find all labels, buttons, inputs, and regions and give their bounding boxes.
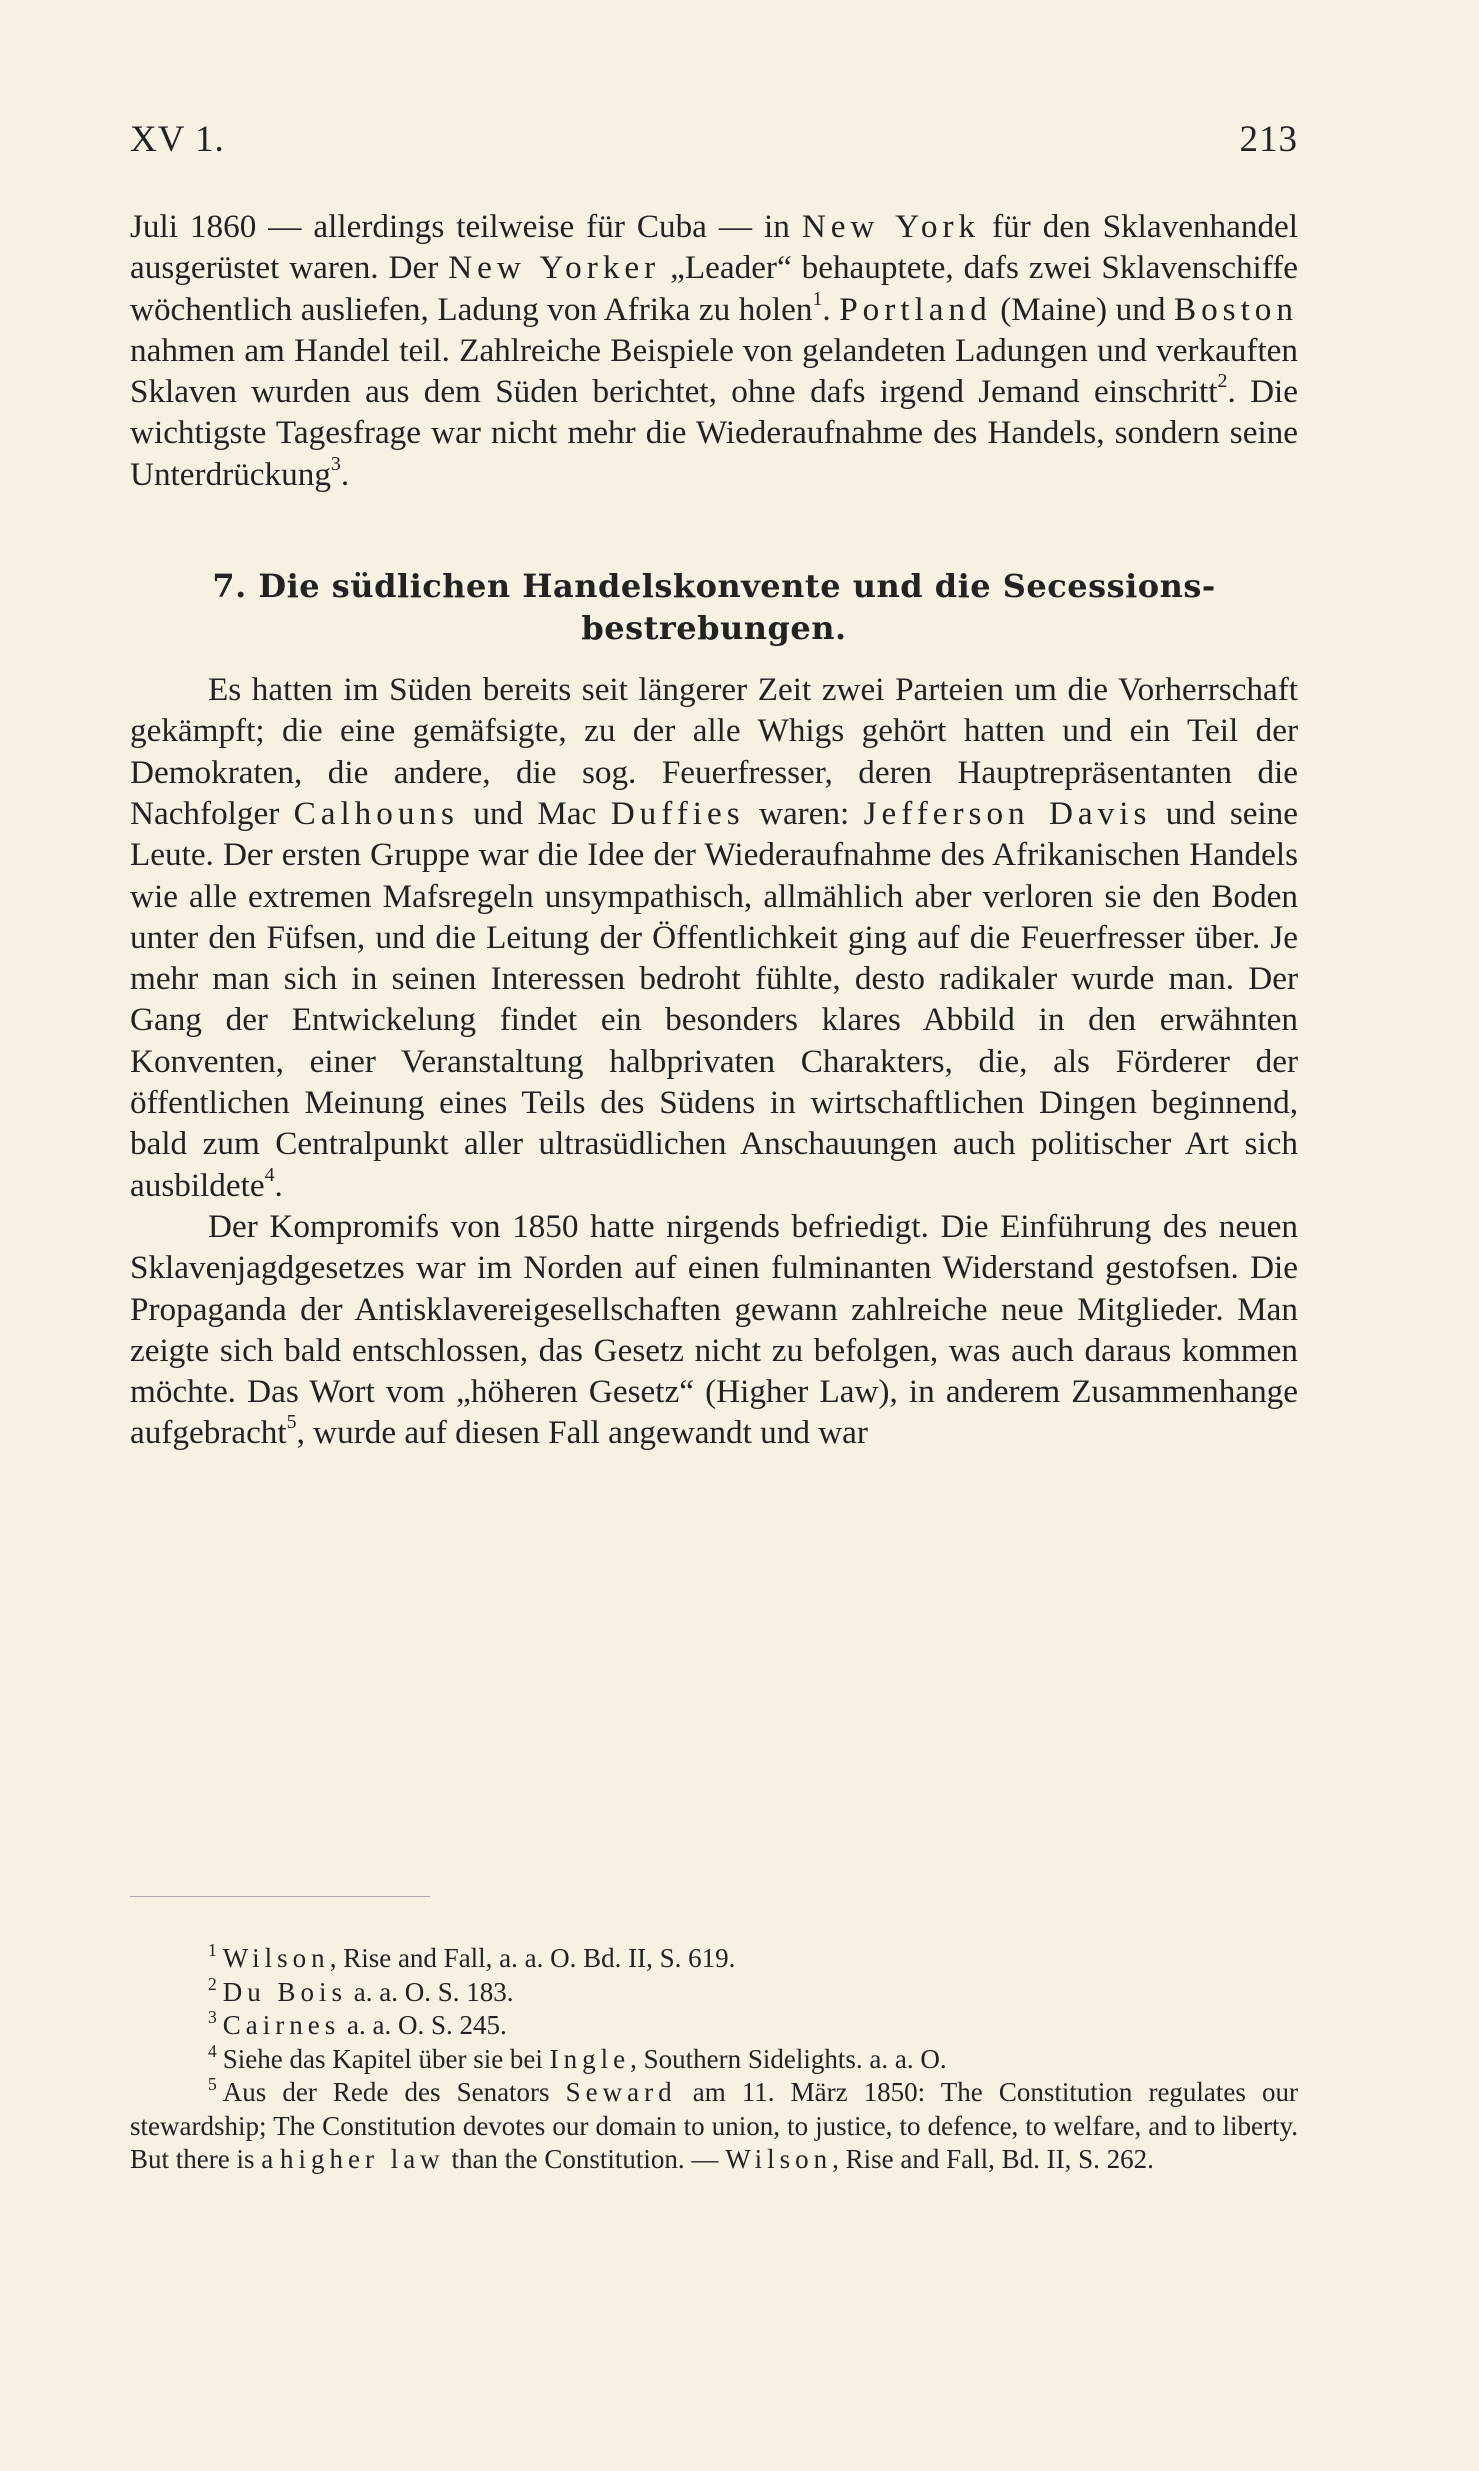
spaced-name: Seward bbox=[565, 2077, 677, 2107]
text-run: und seine Leute. Der ersten Gruppe war die Idee der Wiederaufnahme des Afrikanischen Handels wie alle extremen Mafsregeln unsympathisch, allmählich aber verloren sie den Boden unter den Füfsen, und die Leitung der Öffentlichkeit ging auf die Feuerfresser über. Je mehr man sich in seinen Interessen bedroht fühlte, desto radikaler wurde man. Der Gang der Entwickelung findet ein besonders klares Abbild in den erwähnten Konventen, einer Veranstaltung halbprivaten Charakters, die, als Förderer der öffentlichen Meinung eines Teils des Südens in wirtschaftlichen Dingen beginnend, bald zum Centralpunkt aller ultrasüdlichen Anschauungen auch politischer Art sich ausbildete bbox=[130, 794, 1299, 1204]
text-run: , Rise and Fall, a. a. O. Bd. II, S. 619. bbox=[329, 1943, 736, 1973]
footnote-ref: 1 bbox=[812, 287, 823, 310]
text-run: . Die wichtigste Tagesfrage war nicht mehr die Wiederaufnahme des Handels, sondern seine Unterdrückung bbox=[130, 373, 1298, 493]
footnote-mark: 5 bbox=[208, 2074, 217, 2095]
text-run: . bbox=[340, 455, 350, 493]
section-number: XV 1. bbox=[130, 119, 225, 160]
footnote-ref: 3 bbox=[330, 452, 341, 475]
spaced-name: Wilson bbox=[725, 2144, 833, 2174]
text-run: für den Sklavenhandel ausgerüstet waren. Der bbox=[130, 208, 1299, 287]
footnote-ref: 2 bbox=[1217, 370, 1228, 393]
footnote-mark: 2 bbox=[208, 1973, 217, 1994]
spaced-name: Duffies bbox=[610, 794, 745, 832]
text-run: a. a. O. S. 245. bbox=[340, 2010, 507, 2040]
text-run: und bbox=[458, 794, 538, 832]
text-run: Mac bbox=[537, 794, 611, 832]
spaced-name: Jefferson Davis bbox=[863, 794, 1152, 832]
text-run: , Southern Sidelights. a. a. O. bbox=[630, 2043, 947, 2074]
spaced-name: Boston bbox=[1173, 290, 1298, 328]
main-text bbox=[130, 206, 1298, 1454]
page-number: 213 bbox=[1239, 119, 1298, 160]
footnote-divider bbox=[130, 1896, 430, 1897]
text-run: Der Kompromifs von 1850 hatte nirgends befriedigt. Die Einführung des neuen Sklavenjagdgesetzes war im Norden auf einen fulminanten Widerstand gestofsen. Die Propaganda der Antisklavereigesellschaften gewann zahlreiche neue Mitglieder. Man zeigte sich bald entschlossen, das Gesetz nicht zu befolgen, was auch daraus kommen möchte. Das Wort vom „höheren Gesetz“ (Higher Law), in anderem Zusammenhange aufgebracht bbox=[130, 1207, 1298, 1452]
spaced-name: Cairnes bbox=[222, 2010, 341, 2040]
footnote-mark: 3 bbox=[208, 2007, 217, 2028]
footnote-5 bbox=[130, 2076, 1298, 2177]
heading-line: 7. Die südlichen Handelskonvente und die Secessions- bbox=[212, 567, 1216, 606]
footnote-ref: 5 bbox=[286, 1411, 297, 1434]
running-header bbox=[130, 118, 1298, 161]
text-run: Juli 1860 — allerdings teilweise für Cuba — in bbox=[130, 208, 802, 245]
text-run: Es hatten im Süden bereits seit längerer Zeit zwei Parteien um die Vorherrschaft gekämpft; die eine gemäfsigte, zu der alle Whigs gehört hatten und ein Teil der Demokraten, die andere, die sog. Feuerfresser, deren Hauptrepräsentanten die Nachfolger bbox=[130, 671, 1298, 832]
section-heading bbox=[130, 565, 1298, 649]
text-run: than the Constitution. — bbox=[444, 2144, 726, 2174]
footnote-4 bbox=[130, 2040, 1298, 2077]
footnote-3 bbox=[130, 2009, 1298, 2043]
footnote-mark: 1 bbox=[208, 1940, 217, 1961]
footnote-mark: 4 bbox=[208, 2040, 217, 2061]
spaced-name: higher law bbox=[279, 2144, 445, 2174]
spaced-name: Ingle bbox=[549, 2043, 631, 2074]
spaced-name: New Yorker bbox=[448, 249, 661, 287]
text-run: Siehe das Kapitel über sie bei bbox=[222, 2043, 550, 2074]
text-run: am 11. März 1850: The Constitution regulates our stewardship; The Constitution devotes our domain to union, to justice, to defence, to welfare, and to liberty. But there is a bbox=[130, 2077, 1298, 2174]
spaced-name: Calhouns bbox=[293, 794, 459, 832]
text-run: , Rise and Fall, Bd. II, S. 262. bbox=[832, 2144, 1154, 2174]
paragraph-1 bbox=[130, 206, 1298, 495]
text-run: , wurde auf diesen Fall angewandt und war bbox=[296, 1414, 868, 1452]
spaced-name: Portland bbox=[839, 290, 992, 328]
spaced-name: Du Bois bbox=[222, 1976, 348, 2007]
text-run: nahmen am Handel teil. Zahlreiche Beispiele von gelandeten Ladungen und verkauften Sklaven wurden aus dem Süden berichtet, ohne dafs irgend Jemand einschritt bbox=[130, 331, 1298, 411]
text-run: Aus der Rede des Senators bbox=[222, 2077, 566, 2107]
paragraph-3 bbox=[130, 1206, 1298, 1454]
footnote-ref: 4 bbox=[264, 1163, 275, 1186]
heading-line: bestrebungen. bbox=[581, 609, 847, 648]
text-run: (Maine) und bbox=[991, 290, 1174, 328]
paragraph-2 bbox=[130, 669, 1298, 1206]
spaced-name: New York bbox=[801, 208, 981, 245]
text-run: waren: bbox=[744, 794, 864, 832]
footnotes bbox=[130, 1942, 1298, 2177]
text-run: . bbox=[822, 290, 840, 328]
text-run: . bbox=[274, 1166, 283, 1204]
spaced-name: Wilson bbox=[222, 1943, 330, 1973]
text-run: a. a. O. S. 183. bbox=[347, 1976, 514, 2007]
footnote-2 bbox=[130, 1973, 1298, 2010]
footnote-1 bbox=[130, 1942, 1298, 1976]
text-run: „Leader“ behauptete, dafs zwei Sklavenschiffe wöchentlich ausliefen, Ladung von Afrika zu holen bbox=[130, 249, 1298, 328]
